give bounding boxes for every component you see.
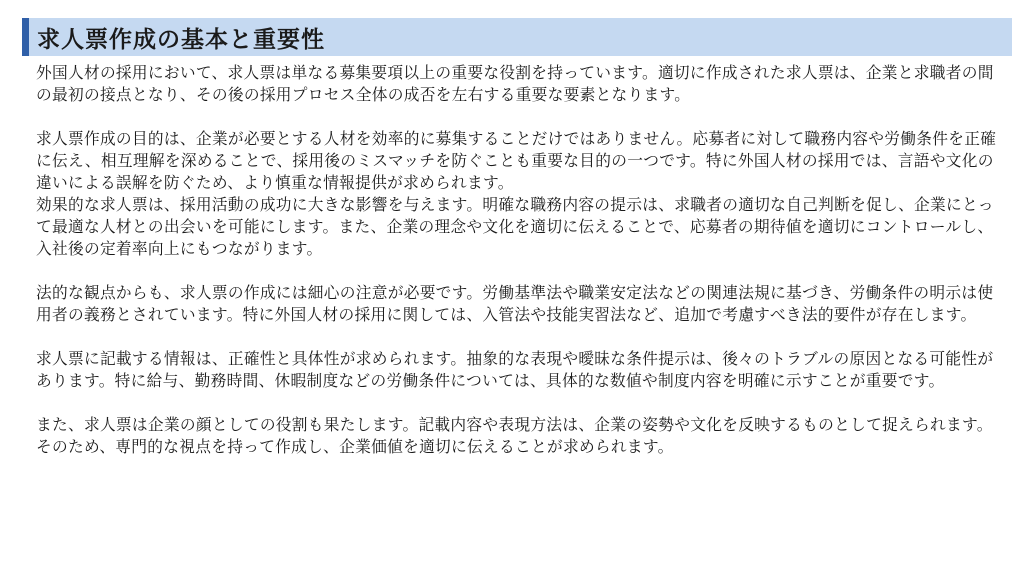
paragraph-legal: 法的な観点からも、求人票の作成には細心の注意が必要です。労働基準法や職業安定法などの関連法規に基づき、労働条件の明示は使用者の義務とされています。特に外国人材の採用に関しては、入管法や技能実習法など、追加で考慮すべき法的要件が存在します。 <box>36 283 994 324</box>
paragraph-effect: 効果的な求人票は、採用活動の成功に大きな影響を与えます。明確な職務内容の提示は、求職者の適切な自己判断を促し、企業にとって最適な人材との出会いを可能にします。また、企業の理念や文化を適切に伝えることで、応募者の期待値を適切にコントロールし、入社後の定着率向上にもつながります。 <box>36 195 994 258</box>
paragraph-company-face: また、求人票は企業の顔としての役割も果たします。記載内容や表現方法は、企業の姿勢や文化を反映するものとして捉えられます。そのため、専門的な視点を持って作成し、企業価値を適切に伝えることが求められます。 <box>36 415 993 456</box>
paragraph-accuracy: 求人票に記載する情報は、正確性と具体性が求められます。抽象的な表現や曖昧な条件提示は、後々のトラブルの原因となる可能性があります。特に給与、勤務時間、休暇制度などの労働条件については、具体的な数値や制度内容を明確に示すことが重要です。 <box>36 349 994 390</box>
paragraph-intro: 外国人材の採用において、求人票は単なる募集要項以上の重要な役割を持っています。適切に作成された求人票は、企業と求職者の間の最初の接点となり、その後の採用プロセス全体の成否を左右する重要な要素となります。 <box>36 63 994 104</box>
page-title: 求人票作成の基本と重要性 <box>37 26 325 53</box>
title-bar <box>22 18 1012 56</box>
document-body <box>36 62 1006 480</box>
paragraph-purpose: 求人票作成の目的は、企業が必要とする人材を効率的に募集することだけではありません。応募者に対して職務内容や労働条件を正確に伝え、相互理解を深めることで、採用後のミスマッチを防ぐことも重要な目的の一つです。特に外国人材の採用では、言語や文化の違いによる誤解を防ぐため、より慎重な情報提供が求められます。 <box>36 129 997 192</box>
